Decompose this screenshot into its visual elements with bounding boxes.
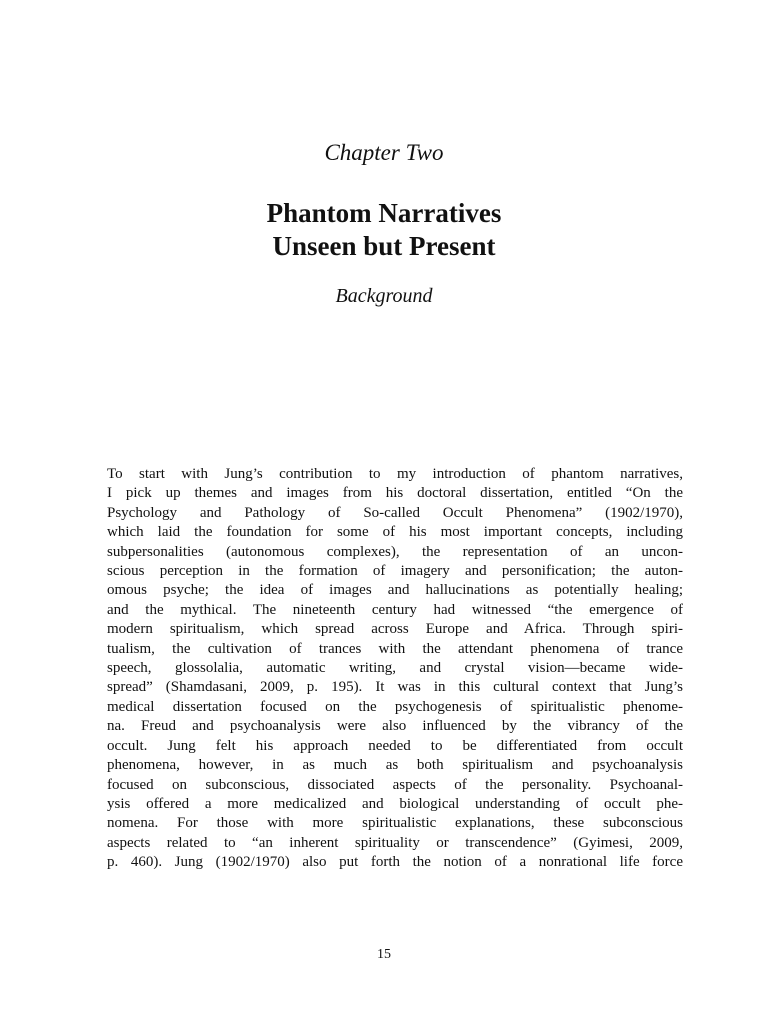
body-line: I pick up themes and images from his doctoral dissertation, entitled “On the: [107, 485, 683, 502]
body-line: modern spiritualism, which spread across Europe and Africa. Through spiri-: [107, 621, 683, 638]
body-line: occult. Jung felt his approach needed to be differentiated from occult: [107, 737, 683, 754]
body-line: spread” (Shamdasani, 2009, p. 195). It was in this cultural context that Jung’s: [107, 679, 683, 696]
body-paragraph: [107, 465, 683, 873]
body-line: aspects related to “an inherent spirituality or transcendence” (Gyimesi, 2009,: [107, 834, 683, 851]
body-line: subpersonalities (autonomous complexes), the representation of an uncon-: [107, 543, 683, 560]
body-line: speech, glossolalia, automatic writing, and crystal vision—became wide-: [107, 660, 683, 677]
body-line: tualism, the cultivation of trances with the attendant phenomena of trance: [107, 640, 683, 657]
body-line: na. Freud and psychoanalysis were also influenced by the vibrancy of the: [107, 718, 683, 735]
body-line: and the mythical. The nineteenth century had witnessed “the emergence of: [107, 601, 683, 618]
body-line: medical dissertation focused on the psychogenesis of spiritualistic phenome-: [107, 698, 683, 715]
chapter-label: Chapter Two: [324, 140, 444, 165]
chapter-title-line-2: Unseen but Present: [272, 231, 496, 261]
body-line: phenomena, however, in as much as both spiritualism and psychoanalysis: [107, 757, 683, 774]
body-line: focused on subconscious, dissociated aspects of the personality. Psychoanal-: [107, 776, 683, 793]
body-line: To start with Jung’s contribution to my introduction of phantom narratives,: [107, 466, 683, 482]
section-heading: Background: [335, 285, 433, 307]
body-line: scious perception in the formation of imagery and personification; the auton-: [107, 563, 683, 580]
chapter-title: [0, 197, 768, 263]
body-line: Psychology and Pathology of So-called Occult Phenomena” (1902/1970),: [107, 504, 683, 521]
body-line: nomena. For those with more spiritualistic explanations, these subconscious: [107, 815, 683, 832]
chapter-title-line-1: Phantom Narratives: [266, 198, 502, 228]
body-line: which laid the foundation for some of his most important concepts, including: [107, 524, 683, 541]
body-line: p. 460). Jung (1902/1970) also put forth the notion of a nonrational life force: [107, 854, 683, 871]
body-line: omous psyche; the idea of images and hallucinations as potentially healing;: [107, 582, 683, 599]
body-line: ysis offered a more medicalized and biological understanding of occult phe-: [107, 795, 683, 812]
page-number: 15: [377, 947, 391, 962]
